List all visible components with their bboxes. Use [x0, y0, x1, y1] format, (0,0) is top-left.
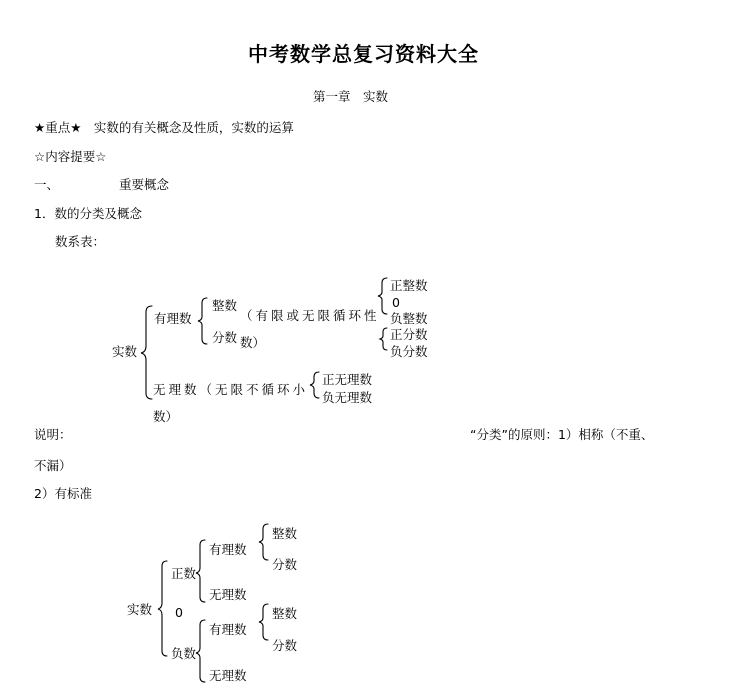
brace-rational-1	[198, 298, 207, 344]
not-omit-text: 不漏）	[34, 458, 72, 473]
tree1-integer: 整数	[212, 298, 238, 313]
tree1-negative-irrational: 负无理数	[322, 390, 373, 405]
tree1-fraction-tail: 数）	[240, 335, 266, 350]
number-table-label: 数系表：	[55, 234, 106, 249]
tree1-fraction: 分数	[212, 330, 238, 345]
tree1-rational: 有理数	[154, 311, 192, 326]
tree1-negative-integer: 负整数	[390, 311, 428, 326]
tree2-positive: 正数	[171, 566, 197, 581]
brace-negative-2	[196, 620, 205, 682]
tree2-negative: 负数	[171, 646, 197, 661]
tree1-irrational-tail: 数）	[153, 409, 179, 424]
tree2-pos-irrational: 无理数	[209, 587, 247, 602]
brace-positive-2	[196, 540, 205, 602]
section-one-number: 一、	[34, 177, 60, 192]
brace-irrational-1	[310, 372, 319, 398]
tree1-finite-repeating: （有限或无限循环性	[240, 308, 380, 323]
brace-neg-rational-2	[259, 604, 268, 640]
brace-real-2	[158, 561, 167, 656]
section-one-title: 重要概念	[119, 177, 170, 192]
chapter-heading: 第一章 实数	[313, 89, 389, 104]
tree2-pos-fraction: 分数	[272, 557, 298, 572]
tree2-pos-rational: 有理数	[209, 542, 247, 557]
key-points: ★重点★ 实数的有关概念及性质，实数的运算	[34, 120, 294, 135]
summary-label: ☆内容提要☆	[34, 149, 107, 164]
brace-integer-1	[378, 278, 387, 314]
tree2-zero: 0	[175, 605, 183, 620]
tree2-real: 实数	[127, 602, 153, 617]
tree1-positive-integer: 正整数	[390, 278, 428, 293]
tree2-neg-rational: 有理数	[209, 622, 247, 637]
tree2-neg-fraction: 分数	[272, 638, 298, 653]
brace-fraction-1	[380, 328, 387, 350]
tree1-real: 实数	[112, 344, 138, 359]
tree2-neg-irrational: 无理数	[209, 668, 247, 683]
item-one-heading: 1．数的分类及概念	[34, 206, 142, 221]
note-label: 说明：	[34, 427, 72, 442]
classification-principle: “分类”的原则：1）相称（不重、	[470, 427, 654, 442]
tree1-positive-irrational: 正无理数	[322, 372, 373, 387]
tree1-positive-fraction: 正分数	[390, 327, 428, 342]
tree1-zero: 0	[392, 295, 400, 310]
tree1-irrational-desc: 无理数（无限不循环小	[153, 382, 309, 397]
tree2-neg-integer: 整数	[272, 606, 298, 621]
tree2-pos-integer: 整数	[272, 526, 298, 541]
tree1-negative-fraction: 负分数	[390, 344, 428, 359]
has-standard-text: 2）有标准	[34, 486, 92, 501]
brace-real-1	[141, 306, 152, 399]
document-title: 中考数学总复习资料大全	[248, 42, 479, 66]
brace-pos-rational-2	[259, 524, 268, 560]
